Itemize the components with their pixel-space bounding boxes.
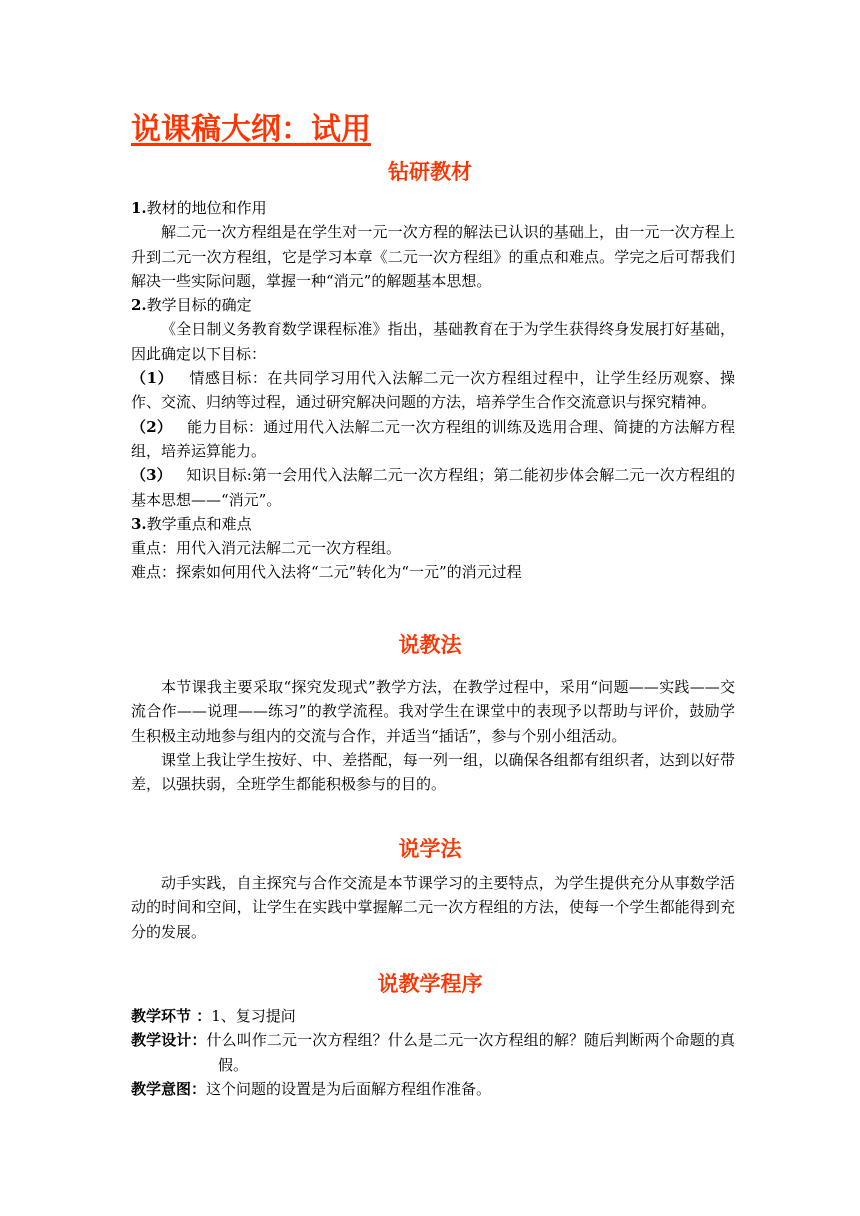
section-heading-learning-method: 说学法 — [398, 837, 462, 861]
subheading-2-number: 2. — [131, 296, 147, 315]
goal-1-number: （1） — [131, 369, 174, 388]
subheading-2-text: 教学目标的确定 — [146, 296, 252, 315]
subheading-3 — [131, 512, 735, 536]
goal-2-text: 能力目标：通过用代入法解二元一次方程组的训练及选用合理、简捷的方法解方程组，培养运算能力。 — [131, 417, 735, 460]
subheading-1-text: 教材的地位和作用 — [146, 199, 267, 217]
subheading-3-number: 3. — [131, 514, 147, 533]
goal-item-3 — [131, 463, 735, 512]
goal-item-1 — [131, 366, 735, 415]
section-teaching-method-body — [131, 675, 735, 796]
paragraph-method-2: 课堂上我让学生按好、中、差搭配，每一列一组，以确保各组都有组织者，达到以好带差，以强扶弱，全班学生都能积极参与的目的。 — [131, 750, 735, 794]
subheading-1 — [131, 196, 735, 220]
goal-1-text: 情感目标：在共同学习用代入法解二元一次方程组过程中，让学生经历观察、操作、交流、归纳等过程，通过研究解决问题的方法，培养学生合作交流意识与探究精神。 — [131, 369, 735, 412]
paragraph-material-role: 解二元一次方程组是在学生对一元一次方程的解法已认识的基础上，由一元一次方程上升到二元一次方程组，它是学习本章《二元一次方程组》的重点和难点。学完之后可帮我们解决一些实际问题，掌握一种“消元”的解题基本思想。 — [131, 223, 735, 290]
stage-label: 教学环节 ： — [131, 1007, 212, 1025]
procedure-intent-line — [131, 1077, 735, 1101]
section-teaching-procedure-body — [131, 1004, 735, 1101]
difficulty-line: 难点：探索如何用代入法将“二元”转化为“一元”的消元过程 — [131, 563, 522, 582]
paragraph-method-1: 本节课我主要采取“探究发现式”教学方法，在教学过程中，采用“问题——实践——交流合作——说理——练习”的教学流程。我对学生在课堂中的表现予以帮助与评价，鼓励学生积极主动地参与组内的交流与合作，并适当“插话”，参与个别小组活动。 — [131, 678, 735, 745]
procedure-stage-line — [131, 1004, 735, 1028]
design-label: 教学设计： — [131, 1031, 207, 1050]
goal-3-text: 知识目标:第一会用代入法解二元一次方程组；第二能初步体会解二元一次方程组的基本思想——“消元”。 — [131, 466, 736, 509]
section-heading-teaching-procedure: 说教学程序 — [377, 972, 483, 996]
subheading-2 — [131, 293, 735, 317]
goal-3-number: （3） — [131, 466, 172, 485]
design-text: 什么叫作二元一次方程组？什么是二元一次方程组的解？随后判断两个命题的真假。 — [206, 1031, 735, 1074]
section-heading-teaching-method: 说教法 — [398, 633, 462, 657]
intent-text: 这个问题的设置是为后面解方程组作准备。 — [206, 1079, 492, 1098]
key-point-line: 重点：用代入消元法解二元一次方程组。 — [131, 539, 402, 558]
section-learning-method-body — [131, 871, 735, 944]
intent-label: 教学意图： — [131, 1079, 207, 1098]
subheading-1-number: 1. — [131, 199, 147, 217]
goal-item-2 — [131, 415, 735, 464]
goal-2-number: （2） — [131, 417, 173, 436]
paragraph-goals-intro: 《全日制义务教育数学课程标准》指出，基础教育在于为学生获得终身发展打好基础，因此确定以下目标： — [131, 320, 735, 363]
section-heading-study-material: 钻研教材 — [388, 160, 472, 184]
document-title: 说课稿大纲：试用 — [131, 112, 371, 147]
section-study-material-body — [131, 196, 735, 585]
paragraph-learning-method: 动手实践，自主探究与合作交流是本节课学习的主要特点，为学生提供充分从事数学活动的时间和空间，让学生在实践中掌握解二元一次方程组的方法，使每一个学生都能得到充分的发展。 — [131, 874, 735, 941]
procedure-design-line — [131, 1028, 735, 1077]
stage-text: 1、复习提问 — [211, 1007, 296, 1025]
subheading-3-text: 教学重点和难点 — [146, 514, 252, 533]
